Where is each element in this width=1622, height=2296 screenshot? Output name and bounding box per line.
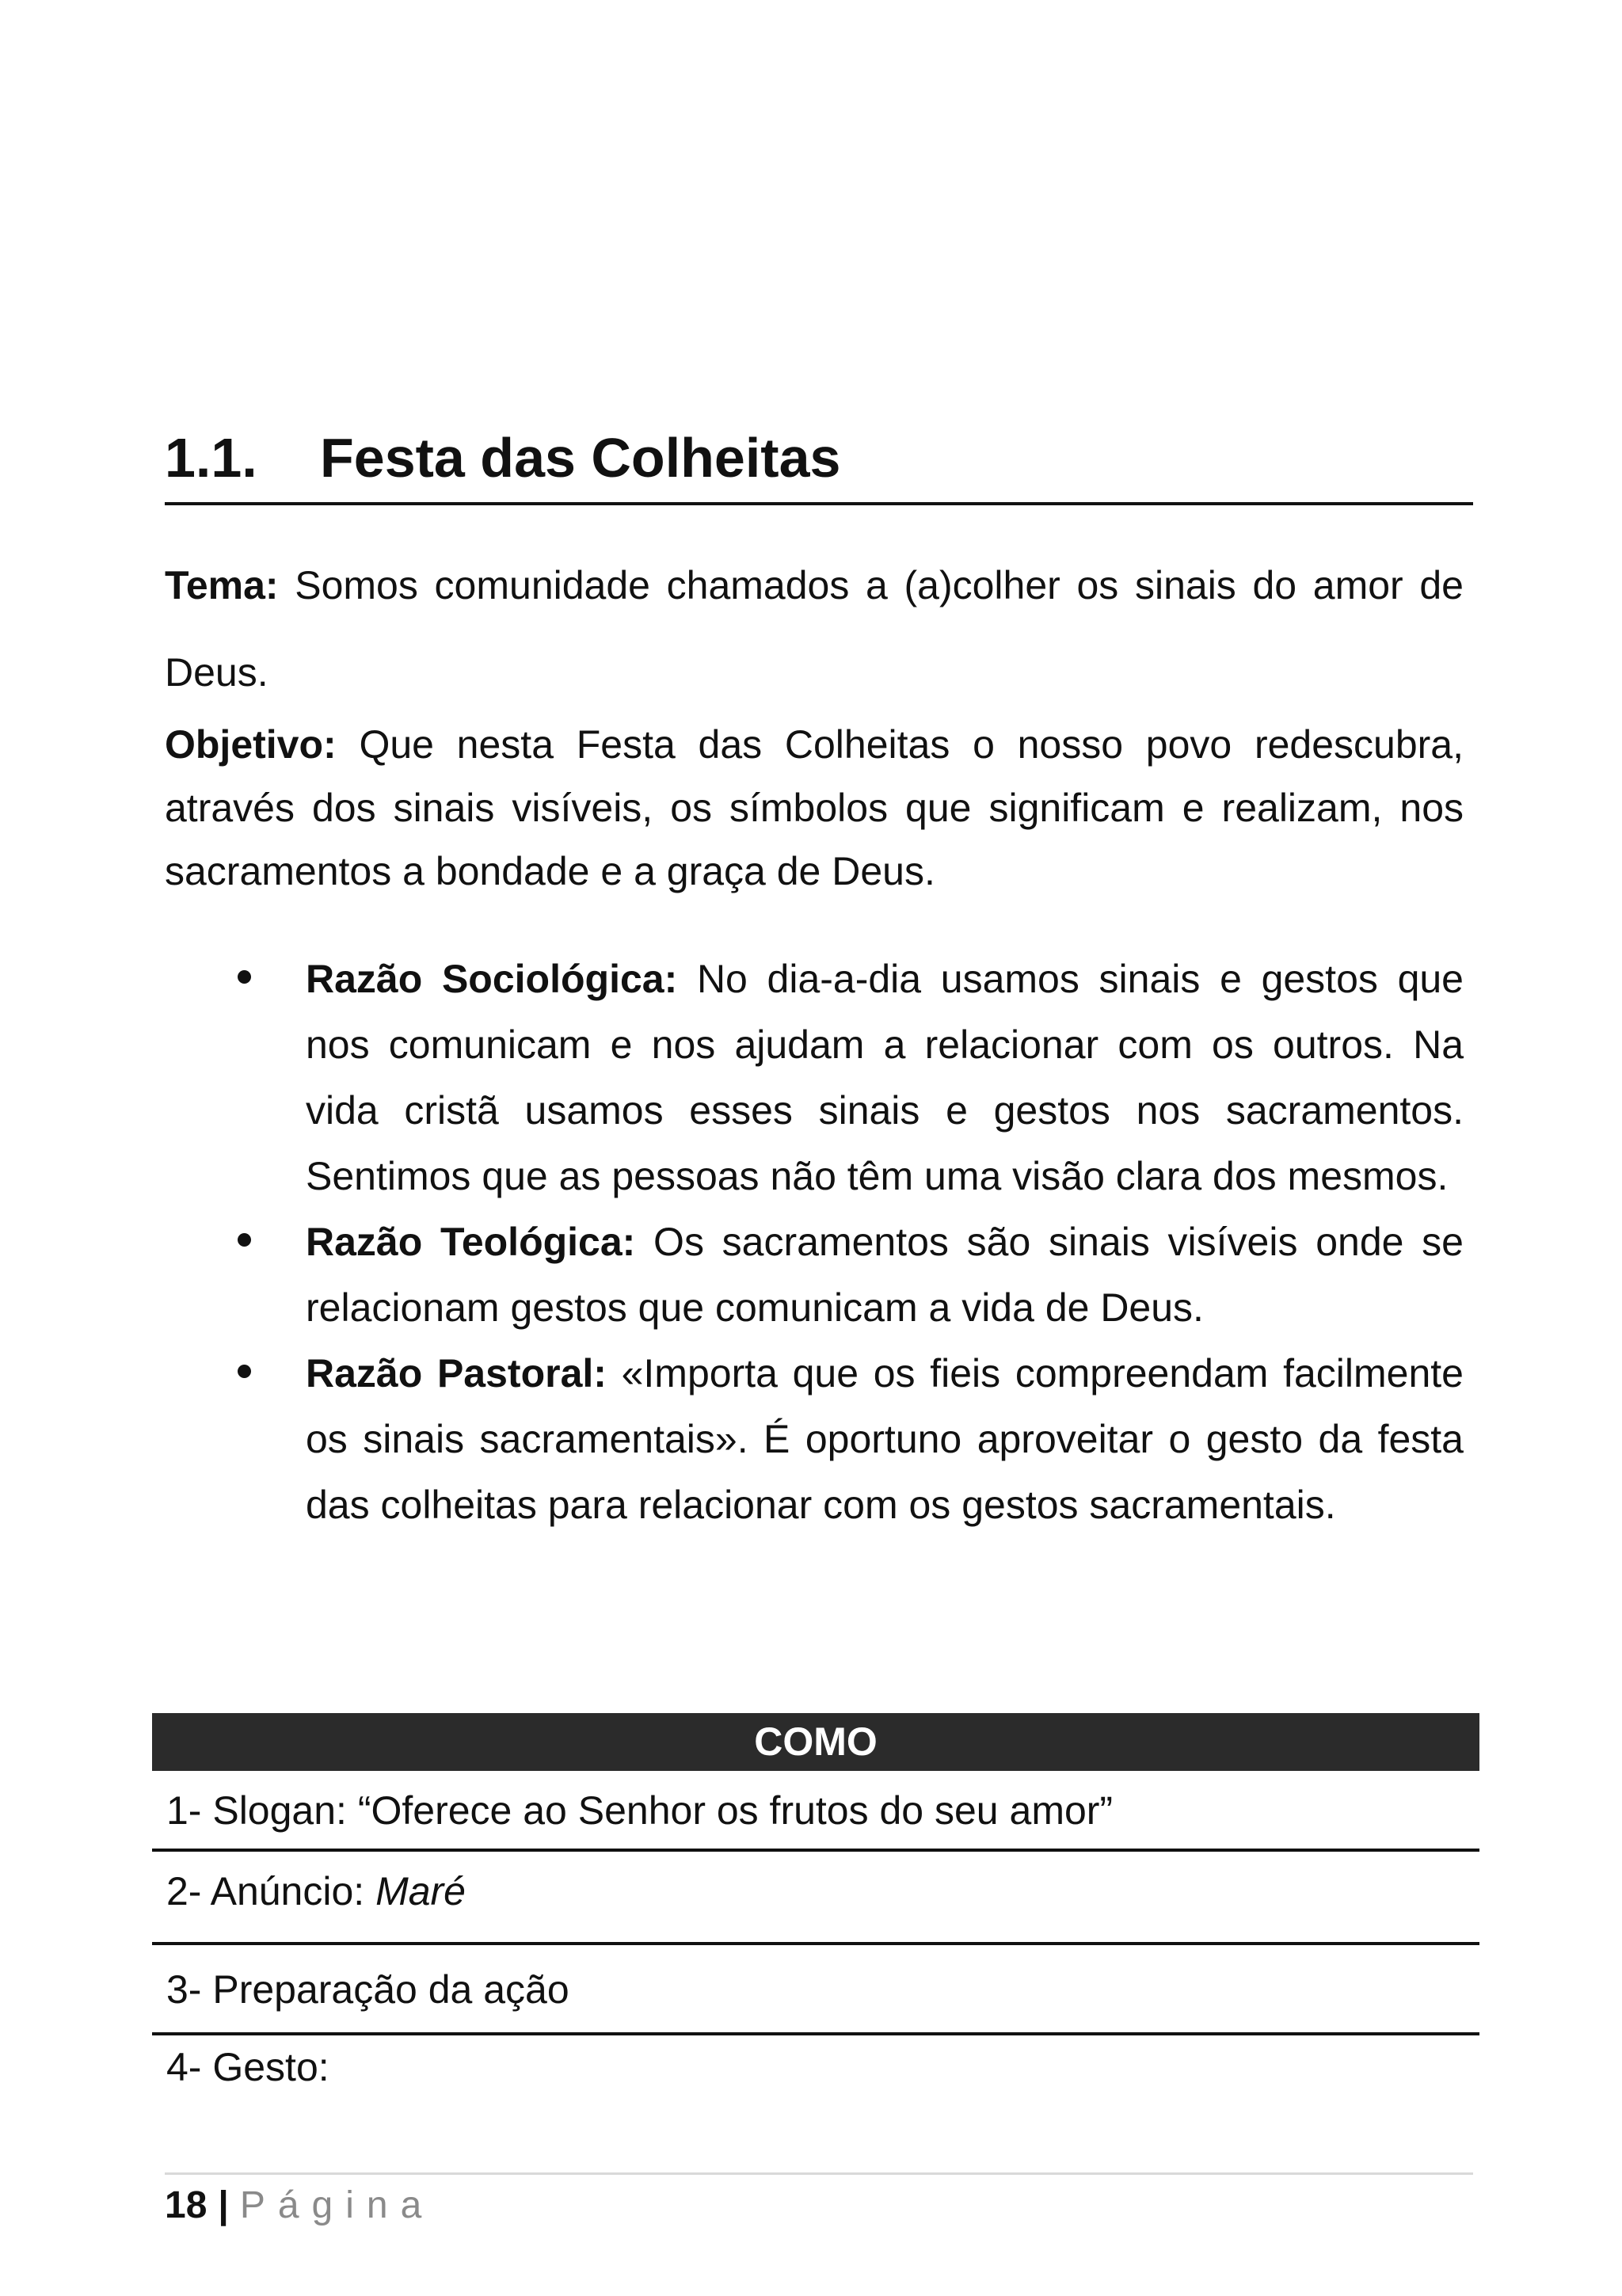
como-row-slogan: [152, 1771, 1479, 1852]
objetivo-paragraph: [165, 713, 1464, 903]
section-number: 1.1.: [165, 427, 257, 489]
como-table: [152, 1713, 1479, 2099]
razao-text: Os sacramentos são sinais visíveis onde se relacionam gestos que comunicam a vida de Deus.: [306, 1220, 1464, 1330]
footer-page-word: Página: [239, 2184, 435, 2226]
tema-paragraph: [165, 542, 1464, 716]
objetivo-text: Que nesta Festa das Colheitas o nosso povo redescubra, através dos sinais visíveis, os símbolos que significam e realizam, nos sacramentos a bondade e a graça de Deus.: [165, 722, 1464, 893]
objetivo-label: Objetivo:: [165, 722, 337, 767]
footer-divider: [165, 2172, 1473, 2175]
como-row-anuncio: [152, 1852, 1479, 1945]
tema-label: Tema:: [165, 563, 279, 607]
razao-label: Razão Sociológica:: [306, 957, 678, 1001]
como-row-preparacao: 3- Preparação da ação: [152, 1945, 1479, 2035]
razao-text: No dia-a-dia usamos sinais e gestos que nos comunicam e nos ajudam a relacionar com os outros. Na vida cristã usamos esses sinais e gestos nos sacramentos. Sentimos que as pessoas não têm uma visão clara dos mesmos.: [306, 957, 1464, 1198]
list-item-razao-sociologica: [165, 946, 1464, 1209]
page-number: 18: [165, 2184, 208, 2226]
list-item-razao-pastoral: [165, 1341, 1464, 1538]
tema-text: Somos comunidade chamados a (a)colher os sinais do amor de Deus.: [165, 563, 1464, 695]
razoes-list: [165, 946, 1464, 1538]
bullet-icon: [238, 1233, 251, 1247]
section-heading: [165, 418, 1473, 505]
razao-label: Razão Teológica:: [306, 1220, 636, 1264]
bullet-icon: [238, 1365, 251, 1378]
razao-label: Razão Pastoral:: [306, 1351, 607, 1395]
anuncio-text: Maré: [375, 1869, 466, 1913]
page-footer: [165, 2180, 434, 2232]
como-header: COMO: [152, 1713, 1479, 1771]
footer-separator: |: [218, 2184, 229, 2226]
list-item-razao-teologica: [165, 1209, 1464, 1341]
slogan-label: 1- Slogan:: [166, 1788, 358, 1833]
bullet-icon: [238, 970, 251, 984]
anuncio-label: 2- Anúncio:: [166, 1869, 376, 1913]
razao-text: «Importa que os fieis compreendam facilmente os sinais sacramentais». É oportuno aproveitar o gesto da festa das colheitas para relacionar com os gestos sacramentais.: [306, 1351, 1464, 1527]
como-row-gesto: 4- Gesto:: [166, 2045, 329, 2089]
slogan-text: “Oferece ao Senhor os frutos do seu amor”: [357, 1788, 1114, 1833]
section-title: Festa das Colheitas: [320, 427, 841, 489]
